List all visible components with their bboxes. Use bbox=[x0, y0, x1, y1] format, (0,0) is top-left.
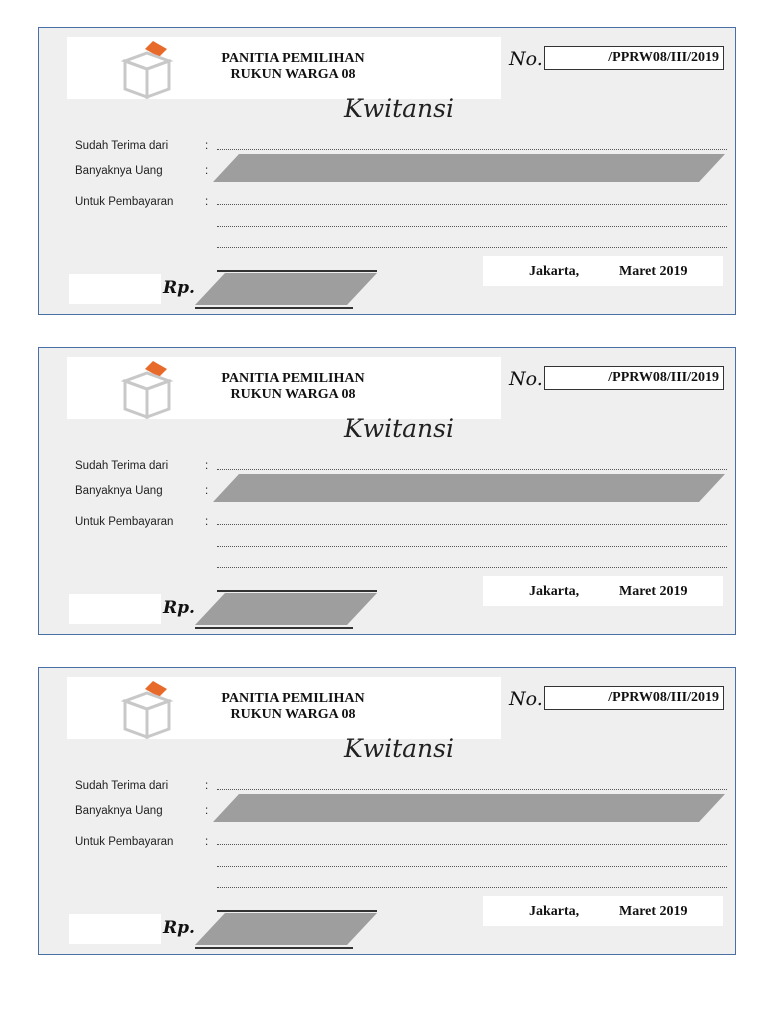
org-line-1: PANITIA PEMILIHAN bbox=[221, 51, 365, 66]
received-from-field[interactable] bbox=[217, 468, 727, 470]
colon: : bbox=[205, 140, 209, 152]
date-box bbox=[483, 256, 723, 286]
payment-purpose-field-3[interactable] bbox=[217, 566, 727, 568]
amount-words-label: Banyaknya Uang bbox=[75, 485, 163, 497]
amount-words-field[interactable] bbox=[213, 474, 725, 502]
payment-purpose-label: Untuk Pembayaran bbox=[75, 836, 174, 848]
amount-words-field[interactable] bbox=[213, 154, 725, 182]
signature-box bbox=[69, 594, 161, 624]
date-box bbox=[483, 576, 723, 606]
number-label: No. bbox=[509, 368, 543, 390]
payment-purpose-field-2[interactable] bbox=[217, 865, 727, 867]
rp-label: Rp. bbox=[163, 598, 195, 618]
payment-purpose-label: Untuk Pembayaran bbox=[75, 196, 174, 208]
payment-purpose-field-2[interactable] bbox=[217, 545, 727, 547]
number-label: No. bbox=[509, 48, 543, 70]
ballot-box-icon bbox=[119, 679, 175, 741]
header-box bbox=[67, 357, 501, 419]
receipt-1 bbox=[38, 27, 736, 315]
colon: : bbox=[205, 485, 209, 497]
date-month: Maret 2019 bbox=[619, 584, 688, 599]
organization-name bbox=[201, 691, 385, 723]
date-city: Jakarta, bbox=[529, 584, 580, 599]
colon: : bbox=[205, 836, 209, 848]
org-line-2: RUKUN WARGA 08 bbox=[230, 387, 356, 402]
signature-box bbox=[69, 274, 161, 304]
ballot-box-icon bbox=[119, 359, 175, 421]
amount-line-bottom bbox=[195, 627, 353, 629]
colon: : bbox=[205, 460, 209, 472]
date-city: Jakarta, bbox=[529, 264, 580, 279]
org-line-1: PANITIA PEMILIHAN bbox=[221, 371, 365, 386]
number-label: No. bbox=[509, 688, 543, 710]
received-from-label: Sudah Terima dari bbox=[75, 140, 169, 152]
rp-label: Rp. bbox=[163, 278, 195, 298]
payment-purpose-field-3[interactable] bbox=[217, 886, 727, 888]
payment-purpose-field-1[interactable] bbox=[217, 523, 727, 525]
date-box bbox=[483, 896, 723, 926]
payment-purpose-field-2[interactable] bbox=[217, 225, 727, 227]
amount-field[interactable] bbox=[195, 273, 377, 305]
amount-words-label: Banyaknya Uang bbox=[75, 805, 163, 817]
receipt-title: Kwitansi bbox=[344, 94, 454, 123]
receipt-3 bbox=[38, 667, 736, 955]
received-from-label: Sudah Terima dari bbox=[75, 780, 169, 792]
org-line-2: RUKUN WARGA 08 bbox=[230, 67, 356, 82]
payment-purpose-label: Untuk Pembayaran bbox=[75, 516, 174, 528]
received-from-field[interactable] bbox=[217, 788, 727, 790]
ballot-box-icon bbox=[119, 39, 175, 101]
received-from-label: Sudah Terima dari bbox=[75, 460, 169, 472]
amount-words-label: Banyaknya Uang bbox=[75, 165, 163, 177]
amount-line-bottom bbox=[195, 307, 353, 309]
receipt-title: Kwitansi bbox=[344, 734, 454, 763]
receipt-title: Kwitansi bbox=[344, 414, 454, 443]
payment-purpose-field-1[interactable] bbox=[217, 203, 727, 205]
payment-purpose-field-1[interactable] bbox=[217, 843, 727, 845]
amount-line-top bbox=[217, 270, 377, 272]
colon: : bbox=[205, 780, 209, 792]
amount-line-top bbox=[217, 910, 377, 912]
receipt-2 bbox=[38, 347, 736, 635]
received-from-field[interactable] bbox=[217, 148, 727, 150]
receipt-number-field[interactable]: /PPRW08/III/2019 bbox=[544, 46, 724, 70]
amount-line-bottom bbox=[195, 947, 353, 949]
colon: : bbox=[205, 165, 209, 177]
organization-name bbox=[201, 51, 385, 83]
colon: : bbox=[205, 196, 209, 208]
organization-name bbox=[201, 371, 385, 403]
signature-box bbox=[69, 914, 161, 944]
receipt-number-field[interactable]: /PPRW08/III/2019 bbox=[544, 366, 724, 390]
colon: : bbox=[205, 516, 209, 528]
amount-field[interactable] bbox=[195, 913, 377, 945]
amount-field[interactable] bbox=[195, 593, 377, 625]
header-box bbox=[67, 677, 501, 739]
rp-label: Rp. bbox=[163, 918, 195, 938]
amount-line-top bbox=[217, 590, 377, 592]
org-line-1: PANITIA PEMILIHAN bbox=[221, 691, 365, 706]
colon: : bbox=[205, 805, 209, 817]
header-box bbox=[67, 37, 501, 99]
date-month: Maret 2019 bbox=[619, 904, 688, 919]
payment-purpose-field-3[interactable] bbox=[217, 246, 727, 248]
receipt-number-field[interactable]: /PPRW08/III/2019 bbox=[544, 686, 724, 710]
date-city: Jakarta, bbox=[529, 904, 580, 919]
date-month: Maret 2019 bbox=[619, 264, 688, 279]
org-line-2: RUKUN WARGA 08 bbox=[230, 707, 356, 722]
amount-words-field[interactable] bbox=[213, 794, 725, 822]
